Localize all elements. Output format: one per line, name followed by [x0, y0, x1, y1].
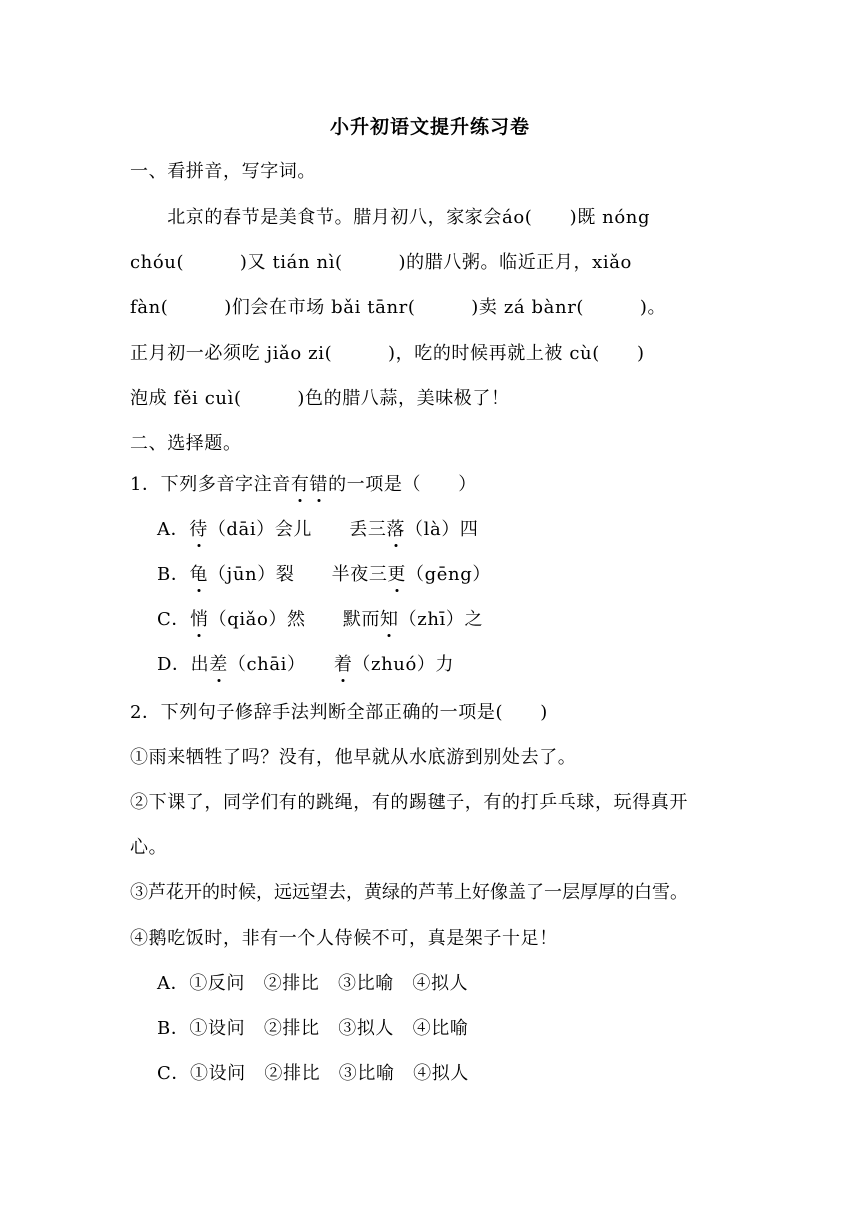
paragraph-line: 北京的春节是美食节。腊月初八，家家会áo( )既 nóng [130, 207, 651, 228]
q1-option-c: C．悄（qiǎo）然 默而知（zhī）之 [157, 609, 484, 630]
q1-option-b: B．龟（jūn）裂 半夜三更（gēng） [157, 564, 491, 585]
paragraph-line: fàn( )们会在市场 bǎi tānr( )卖 zá bànr( )。 [130, 297, 667, 318]
dotted-char: 着 [333, 654, 353, 675]
dotted-char: 有 [290, 474, 310, 495]
section1-heading: 一、看拼音，写字词。 [130, 161, 316, 182]
paragraph-line: 泡成 fěi cuì( )色的腊八蒜，美味极了！ [130, 388, 510, 409]
dotted-char: 错 [309, 474, 329, 495]
q1-option-a: A．待（dāi）会儿 丢三落（là）四 [157, 519, 479, 540]
q2-option-a: A．①反问 ②排比 ③比喻 ④拟人 [157, 973, 469, 994]
dotted-char: 知 [380, 609, 399, 630]
dotted-char: 更 [387, 564, 407, 585]
question-2-stem: 2．下列句子修辞手法判断全部正确的一项是( ) [130, 702, 548, 723]
dotted-char: 悄 [189, 609, 209, 630]
q1-option-d: D．出差（chāi） 着（zhuó）力 [157, 654, 455, 675]
q2-option-b: B．①设问 ②排比 ③拟人 ④比喻 [157, 1018, 469, 1039]
dotted-char: 龟 [189, 564, 209, 585]
question-1-stem: 1．下列多音字注音有错的一项是（ ） [130, 474, 477, 495]
q2-sentence: ①雨来牺牲了吗？没有，他早就从水底游到别处去了。 [130, 747, 577, 768]
paragraph-line: 正月初一必须吃 jiǎo zi( )，吃的时候再就上被 cù( ) [130, 343, 645, 364]
paragraph-line: chóu( )又 tián nì( )的腊八粥。临近正月，xiǎo [130, 252, 632, 273]
dotted-char: 差 [209, 654, 228, 675]
q2-sentence: ③芦花开的时候，远远望去，黄绿的芦苇上好像盖了一层厚厚的白雪。 [130, 882, 688, 903]
section2-heading: 二、选择题。 [130, 433, 242, 454]
q2-sentence: 心。 [130, 837, 168, 858]
dotted-char: 待 [189, 519, 208, 540]
page-title: 小升初语文提升练习卷 [329, 116, 530, 138]
q2-sentence: ④鹅吃饭时，非有一个人侍候不可，真是架子十足！ [130, 928, 558, 949]
q2-option-c: C．①设问 ②排比 ③比喻 ④拟人 [157, 1063, 469, 1084]
dotted-char: 落 [386, 519, 406, 540]
q2-sentence: ②下课了，同学们有的跳绳，有的踢毽子，有的打乒乓球，玩得真开 [130, 792, 688, 813]
